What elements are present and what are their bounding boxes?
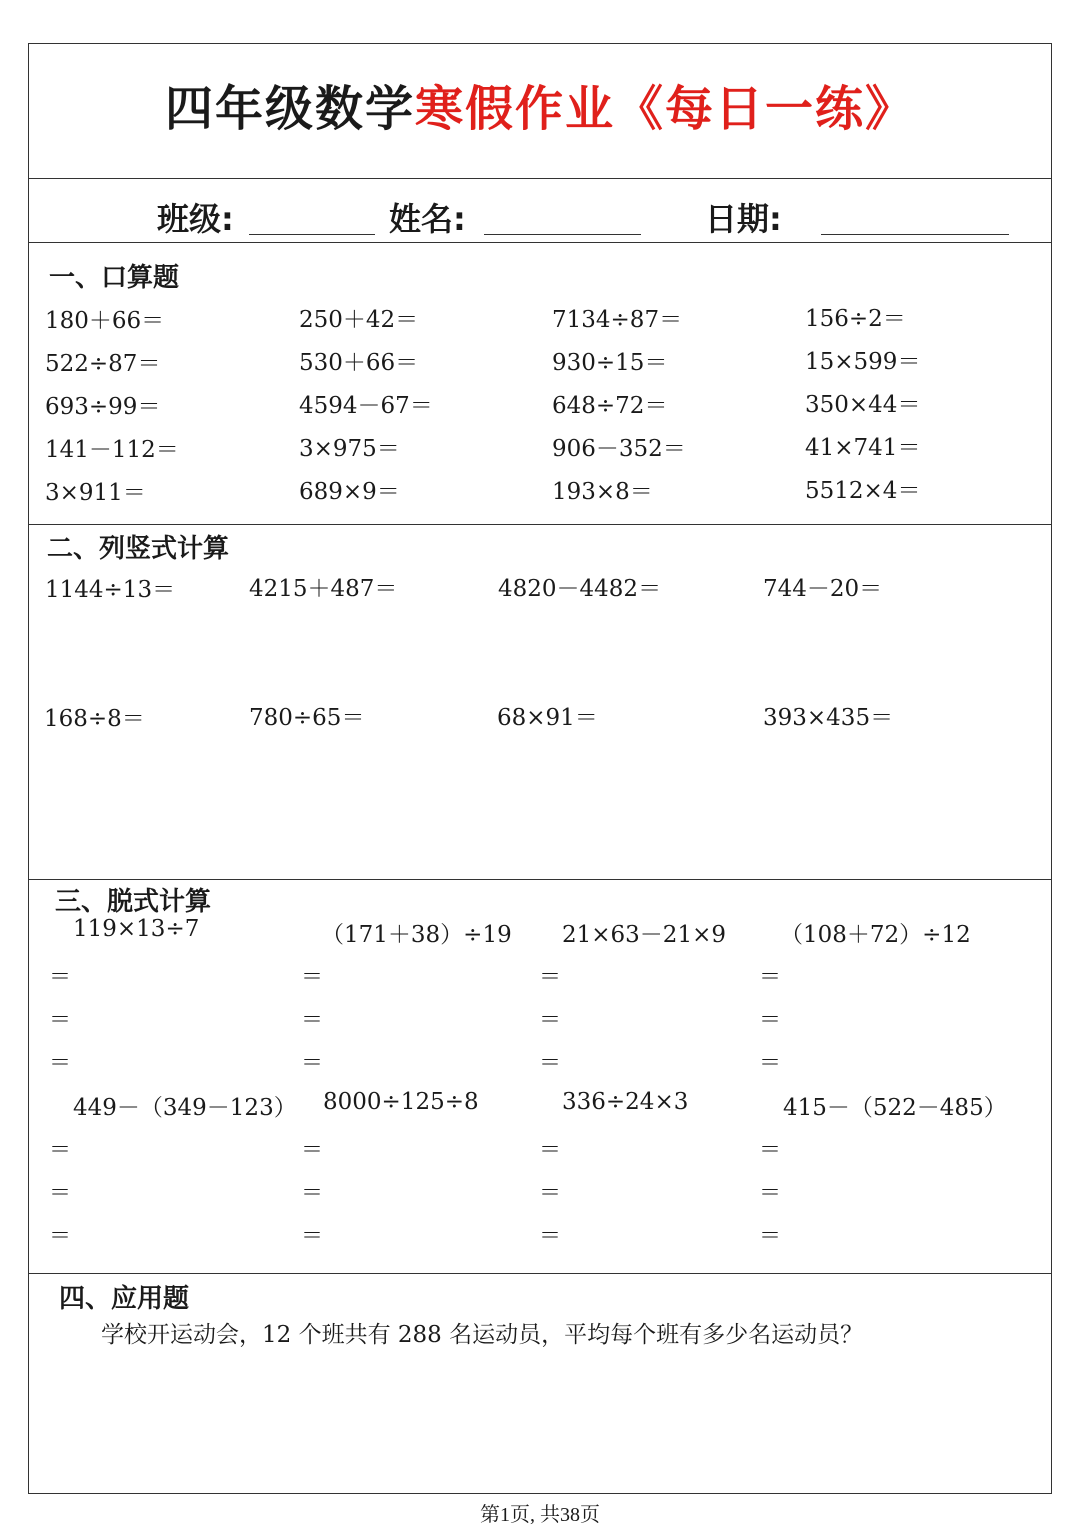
section2-heading: 二、列竖式计算 [47,534,230,564]
equals-sign: ＝ [49,1138,72,1163]
equals-sign: ＝ [539,1181,562,1206]
oral-question: 41×741＝ [805,435,921,461]
oral-question: 350×44＝ [805,392,921,418]
equals-sign: ＝ [301,1181,324,1206]
vertical-question: 168÷8＝ [44,706,145,732]
equals-sign: ＝ [539,1224,562,1249]
name-blank[interactable] [484,234,641,235]
stepwise-question: 449－（349－123） [73,1095,297,1121]
equals-sign: ＝ [301,1051,324,1076]
divider [29,879,1051,880]
oral-question: 180＋66＝ [45,308,165,334]
date-blank[interactable] [821,234,1009,235]
equals-sign: ＝ [49,1181,72,1206]
oral-question: 141－112＝ [45,437,179,463]
stepwise-question: 336÷24×3 [562,1089,689,1115]
oral-question: 193×8＝ [552,479,653,505]
equals-sign: ＝ [759,1051,782,1076]
equals-sign: ＝ [301,1224,324,1249]
oral-question: 4594－67＝ [299,393,433,419]
oral-question: 689×9＝ [299,479,400,505]
oral-question: 3×975＝ [299,436,400,462]
page-title [29,70,1051,139]
equals-sign: ＝ [759,1181,782,1206]
oral-question: 530＋66＝ [299,350,419,376]
equals-sign: ＝ [759,1224,782,1249]
oral-question: 3×911＝ [45,480,146,506]
equals-sign: ＝ [539,1138,562,1163]
oral-question: 7134÷87＝ [552,307,683,333]
section3-heading: 三、脱式计算 [55,887,212,917]
divider [29,178,1051,179]
vertical-question: 780÷65＝ [249,705,365,731]
stepwise-question: 415－（522－485） [783,1095,1007,1121]
divider [29,524,1051,525]
class-label: 班级: [157,200,234,238]
title-red-part: 寒假作业《每日一练》 [415,81,916,137]
section1-heading: 一、口算题 [49,263,180,293]
oral-question: 906－352＝ [552,436,686,462]
vertical-question: 68×91＝ [497,705,598,731]
oral-question: 522÷87＝ [45,351,161,377]
vertical-question: 4820－4482＝ [498,576,662,602]
equals-sign: ＝ [301,1008,324,1033]
stepwise-question: （108＋72）÷12 [780,922,971,948]
stepwise-question: 21×63－21×9 [562,922,726,948]
equals-sign: ＝ [301,1138,324,1163]
oral-question: 930÷15＝ [552,350,668,376]
stepwise-question: 119×13÷7 [73,916,200,942]
oral-question: 693÷99＝ [45,394,161,420]
vertical-question: 393×435＝ [763,705,894,731]
stepwise-question: （171＋38）÷19 [321,922,512,948]
divider [29,242,1051,243]
worksheet-frame [28,43,1052,1494]
equals-sign: ＝ [49,965,72,990]
page-footer: 第1页, 共38页 [480,1504,600,1526]
oral-question: 156÷2＝ [805,306,906,332]
equals-sign: ＝ [539,1051,562,1076]
section4-heading: 四、应用题 [59,1284,190,1314]
vertical-question: 4215＋487＝ [249,576,398,602]
stepwise-question: 8000÷125÷8 [323,1089,479,1115]
date-label: 日期: [705,200,782,238]
equals-sign: ＝ [759,965,782,990]
class-blank[interactable] [249,234,375,235]
oral-question: 250＋42＝ [299,307,419,333]
vertical-question: 744－20＝ [763,576,883,602]
name-label: 姓名: [389,200,466,238]
equals-sign: ＝ [759,1008,782,1033]
equals-sign: ＝ [49,1224,72,1249]
equals-sign: ＝ [49,1008,72,1033]
title-black-part: 四年级数学 [164,81,415,137]
equals-sign: ＝ [539,965,562,990]
equals-sign: ＝ [759,1138,782,1163]
oral-question: 648÷72＝ [552,393,668,419]
equals-sign: ＝ [49,1051,72,1076]
equals-sign: ＝ [539,1008,562,1033]
word-problem: 学校开运动会，12 个班共有 288 名运动员，平均每个班有多少名运动员？ [101,1322,864,1348]
equals-sign: ＝ [301,965,324,990]
divider [29,1273,1051,1274]
oral-question: 15×599＝ [805,349,921,375]
oral-question: 5512×4＝ [805,478,921,504]
vertical-question: 1144÷13＝ [45,577,176,603]
